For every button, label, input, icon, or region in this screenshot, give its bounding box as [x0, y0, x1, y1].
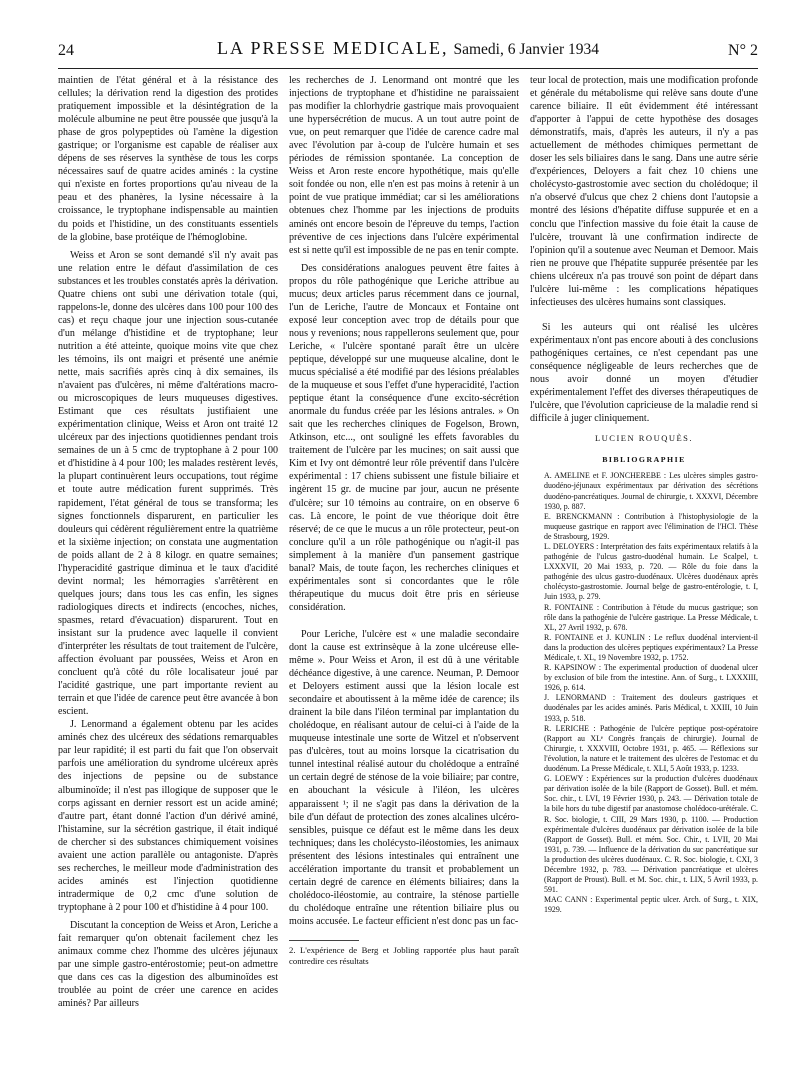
bibliography-entry: MAC CANN : Experimental peptic ulcer. Arch. of Surg., t. XIX, 1929. — [544, 895, 758, 915]
issue-number: N° 2 — [728, 42, 758, 59]
paragraph: maintien de l'état général et à la résistance des cellules; la dérivation rend la digestion des protides pratiquement impossible et la désintégration de la molécule albumine ne peut être poussée que jusqu'à la phase de gros polypeptides où l'amène la digestion gastrique; or l'organisme est capable de réaliser aux dépens de ses réserves la synthèse de tous les corps nécessaires sauf de quatre acides aminés : la cystine qui n'existe en fortes proportions qu'au niveau de la peau et des phanères, la lysine nécessaire à la croissance, le tryptophane indispensable au maintien du poids et l'histidine, un des constituants essentiels de la globine, base protéique de l'hémoglobine. — [58, 75, 278, 243]
paragraph: Des considérations analogues peuvent être faites à propos du rôle pathogénique que Leriche attribue au mucus; deux articles parus récemment dans ce journal, l'un de Leriche, l'autre de Moncaux et Fontaine ont exposé leur conception avec trop de détails pour que nous y revenions; nous rappellerons seulement que, pour Leriche, « l'ulcère spontané paraît être un ulcère peptique, développé sur une muqueuse alcaline, dont le mucus spécialisé a été modifié par des lésions préalables de la muqueuse et sous l'effet d'une hyperacidité, l'action peptique étant la conséquence d'une excito-sécrétion anormale du fundus créée par les lésions antrales. » On sait que les recherches cliniques de Fogelson, Brown, Atkinson, etc..., ont souligné les effets favorables du traitement de l'ulcère par les mucines; on sait aussi que Kim et Ivy ont démontré leur rôle préventif dans l'ulcère expérimental : 17 chiens subissent une fistule biliaire et ingèrent 15 gr. de mucine par jour, aucun ne présente d'ulcère; sur 10 témoins au contraire, on en observe 6 cas. Là encore, le point de vue théorique doit être réservé; de ce que le mucus a un rôle protecteur, peut-on conclure qu'il a un rôle pathogénique ou n'agit-il pas simplement à la manière d'un pansement gastrique banal? Mais, de toute façon, les recherches cliniques et expérimentales sont si concordantes que le rôle thérapeutique du mucus doit être pris en sérieuse considération. — [289, 262, 519, 613]
journal-title-line — [58, 38, 758, 59]
paragraph: Discutant la conception de Weiss et Aron, Leriche a fait remarquer qu'on obtenait facilement chez les animaux comme chez l'homme des ulcères jéjunaux par une simple gastro-entérostomie; peut-on admettre que dans ces cas la digestion des albuminoïdes est troublée au point de créer une carence en acides aminés? Par ailleurs — [58, 920, 278, 1010]
bibliography-entry: R. FONTAINE et J. KUNLIN : Le reflux duodénal intervient-il dans la production des ulcères peptiques expérimentaux? La Presse Médicale, t. XL, 19 Novembre 1932, p. 1752. — [544, 632, 758, 662]
paragraph: J. Lenormand a également obtenu par les acides aminés chez des ulcéreux des sédations remarquables par leur rapidité; il est parti du fait que l'on observait parfois une amélioration du syndrome ulcéreux après des injections de pepsine ou de substance albuminoïde; il n'est pas illogique de supposer que le corps agissant en dernier ressort est un acide aminé; d'autre part, étant donné l'action d'un dérivé aminé, l'histamine, sur la sécrétion gastrique, il était indiqué de chercher si des substances chimiquement voisines avaient une action parallèle ou antagoniste. D'après ses recherches, le meilleur mode d'administration des acides aminés est l'injection quotidienne intradermique de 0,2 cmc d'une solution de tryptophane à 2 pour 100 et d'histidine à 4 pour 100. — [58, 719, 278, 913]
page-number: 24 — [58, 42, 74, 59]
paragraph: Si les auteurs qui ont réalisé les ulcères expérimentaux n'ont pas encore abouti à des conclusions pathogéniques certaines, ce n'est cependant pas une conséquence négligeable de leurs recherches que de nous avoir donné un moyen d'étudier expérimentalement l'effet des diverses thérapeutiques de l'ulcère, que l'évolution capricieuse de la maladie rend si difficile à juger cliniquement. — [530, 321, 758, 425]
bibliography-entry: R. LERICHE : Pathogénie de l'ulcère peptique post-opératoire (Rapport au XLᵉ Congrès français de chirurgie). Journal de Chirurgie, t. XXXVIII, Octobre 1931, p. 465. — Réflexions sur l'évolution, la nature et le traitement des ulcères de l'estomac et du duodénum. La Presse Médicale, t. XLI, 5 Août 1933, p. 1233. — [544, 723, 758, 774]
journal-name: LA PRESSE MEDICALE, — [216, 38, 449, 58]
page-header — [58, 38, 758, 66]
paragraph: Pour Leriche, l'ulcère est « une maladie secondaire dont la cause est extrinsèque à la zone ulcéreuse elle-même ». Pour Weiss et Aron, il est dû à une véritable déchéance digestive, à une carence. Neuman, P. Demoor et Deloyers estiment aussi que la lésion locale est secondaire et aboutissent à la même idée de carence; ils drainent la bile dans l'iléon terminal par implantation du cholédoque, en réalisant autour de celui-ci à l'aide de la muqueuse intestinale une sorte de Witzel et n'observent pas d'ulcères, tout au moins lorsque la cicatrisation du tunnel intestinal réalisé autour du cholédoque a entraîné un certain degré de sténose de la voie biliaire; par contre, en abouchant la vésicule à l'iléon, les ulcères apparaissent ¹; il ne s'agit pas dans la dérivation de la bile d'un défaut de protection des zones alcalines ulcéro-sensibles, puisque ce défaut est le même dans les deux techniques; dans les cholécysto-iléostomies, les animaux présentent des lésions intestinales qui entraînent une accélération importante du transit et probablement un certain degré de carence en éléments biliaires; dans la cholédoco-iléostomie, au contraire, la sténose partielle du cholédoque entraîne une rétention biliaire plus ou moins accusée. Le facteur efficient n'est donc pas un fac- — [289, 628, 519, 927]
column-2 — [289, 74, 519, 1074]
column-3 — [530, 74, 758, 1074]
column-1 — [58, 74, 278, 1074]
bibliography-entry: R. KAPSINOW : The experimental production of duodenal ulcer by exclusion of bile from the intestine. Ann. of Surg., t. LXXXIII, 1926, p. 614. — [544, 663, 758, 693]
author-signature: LUCIEN ROUQUÈS. — [594, 433, 694, 444]
footnote: 2. L'expérience de Berg et Jobling rapportée plus haut paraît contredire ces résultats — [289, 945, 519, 966]
bibliography-entry: R. FONTAINE : Contribution à l'étude du mucus gastrique; son rôle dans la pathogénie de l'ulcère gastrique. La Presse Médicale, t. XL, 27 Avril 1932, p. 678. — [544, 602, 758, 632]
paragraph: teur local de protection, mais une modification profonde et générale du métabolisme qui relève sans doute d'une carence biliaire. Il eût évidemment été intéressant d'apporter à l'appui de cette hypothèse des dosages démonstratifs, mais, d'après les auteurs, il n'y a pas actuellement de méthodes chimiques permettant de doser les sels biliaires dans le sang. Dans une autre série d'expériences, Deloyers a fait chez 10 chiens une cholécysto-gastrostomie avec section du cholédoque; il n'a observé d'ulcus que chez 2 chiens dont l'autopsie a montré des lésions d'hépatite diffuse suppurée et en a conclu que l'infection massive du foie était la cause de l'ulcère, trouvant là une confirmation indirecte de l'opinion qu'il a soutenue avec Neuman et Demoor. Mais rien ne prouve que l'hépatite suppurée présentée par les chiens ulcéreux n'a pas trouvé son point de départ dans l'ulcère lui-même : les complications hépatiques infectieuses des ulcères humains sont classiques. — [530, 75, 758, 308]
bibliography-entry: L. DELOYERS : Interprétation des faits expérimentaux relatifs à la pathogénie de l'ulcus gastro-duodénal humain. Le Scalpel, t. LXXXVII, 20 Mai 1933, p. 720. — Rôle du foie dans la pathogénie des ulcus gastro-duodénaux. Ulcères duodénaux après cholécysto-gastrostomie. Journal belge de gastro-entérologie, t. I, Juin 1933, p. 279. — [544, 541, 758, 602]
bibliography-title: BIBLIOGRAPHIE — [602, 455, 686, 465]
paragraph: Weiss et Aron se sont demandé s'il n'y avait pas une relation entre le défaut d'assimilation de ces substances et les troubles constatés après la dérivation. Quatre chiens ont subi une dérivation totale (qui, rappelons-le, donne des ulcères dans 100 pour 100 des cas) et reçu chaque jour une injection sous-cutanée d'un mélange d'histidine et de tryptophane; leur nutrition a été atteinte, quoique moins vite que chez les témoins, ils ont maigri et présenté une anémie nette, mais sacrifiés après cinq à dix semaines, ils n'avaient pas d'ulcères, ni même d'altérations macro- ou microscopiques de leurs muqueuses digestives. Estimant que ces résultats justifiaient une expérimentation clinique, Weiss et Aron ont traité 12 ulcéreux par des injections quotidiennes pendant trois semaines de un à 5 cmc de tryptophane à 2 pour 100 et d'histidine à 4 pour 100; les malades restèrent levés, la plupart continuèrent leurs occupations, tout régime et toute autre médication furent supprimés. Très rapidement, l'état général de tous se transforma; les signes fonctionnels disparurent, en particulier les douleurs qui cédèrent régulièrement entre la quatrième et la sixième injection; on constata une augmentation de poids allant de 2 à 8 kilogr. en quatre semaines; l'hyperacidité gastrique diminua et le taux d'acidité devint normal; les hémorragies s'arrêtèrent en quelques jours; dans tous les cas enfin, les signes radiologiques directs et indirects (encoches, niches, spasmes, retard d'évacuation) disparurent. Tout en insistant sur la prudence avec laquelle il convient d'interpréter les résultats de tout traitement de l'ulcère, affection évoluant par poussées, Weiss et Aron en concluent qu'à côté du rôle localisateur joué par l'acidité gastrique, une part importante revient au terrain et que l'idée de carence peut être avancée à bon escient. — [58, 249, 278, 718]
issue-date: Samedi, 6 Janvier 1934 — [453, 41, 600, 58]
bibliography-entry: J. LENORMAND : Traitement des douleurs gastriques et duodénales par les acides aminés. Paris Médical, t. XXIII, 10 Juin 1933, p. 518. — [544, 693, 758, 723]
bibliography-entry: G. LOEWY : Expériences sur la production d'ulcères duodénaux par dérivation isolée de la bile (Rapport de Gosset). Bull. et mém. Soc. chir., t. LVI, 19 Février 1930, p. 243. — Dérivation totale de la bile hors du tube digestif par anastomose cholédoco-urétérale. C. R. Soc. biologie, t. CIII, 29 Mars 1930, p. 1100. — Production expérimentale d'ulcères duodénaux par dérivation isolée de la bile (Rapport de Gosset). Bull. et mém. Soc. Chir., t. LVII, 20 Mai 1931, p. 739. — Influence de la dérivation du suc pancréatique sur la production des ulcères duodénaux. C. R. Soc. biologie, t. CXI, 3 Décembre 1932, p. 783. — Dérivation pancréatique et ulcères (Rapport de Proust). Bull. et M. Soc. chir., t. LIX, 5 Avril 1933, p. 591. — [544, 774, 758, 895]
bibliography-entry: E. BRENCKMANN : Contribution à l'histophysiologie de la muqueuse gastrique en rapport avec l'élimination de l'HCl. Thèse de Strasbourg, 1929. — [544, 511, 758, 541]
paragraph: les recherches de J. Lenormand ont montré que les injections de tryptophane et d'histidine ne paraissaient pas modifier la chlorhydrie gastrique mais provoquaient une hypersécrétion de mucus. A un tout autre point de vue, on peut remarquer que l'idée de carence cadre mal avec l'évolution par à-coup de l'ulcère humain et ses périodes de rémission spontanée. La conception de Weiss et Aron reste encore hypothétique, mais qu'elle soit fondée ou non, elle n'en est pas moins à retenir à un point de vue pratique immédiat; car si les améliorations obtenues chez l'homme par les injections de produits aminés ont encore besoin de l'épreuve du temps, l'action préventive de ces injections dans l'ulcère expérimental est si nette qu'il est impossible de ne pas en tenir compte. — [289, 75, 519, 256]
footnote-rule — [289, 940, 359, 941]
bibliography-entry: A. AMELINE et F. JONCHEREBE : Les ulcères simples gastro-duodéno-jéjunaux expérimentaux par dérivation des sécrétions duodéno-pancréatiques. Journal de chirurgie, t. XXXVI, Décembre 1930, p. 887. — [544, 471, 758, 511]
header-rule — [58, 68, 758, 69]
